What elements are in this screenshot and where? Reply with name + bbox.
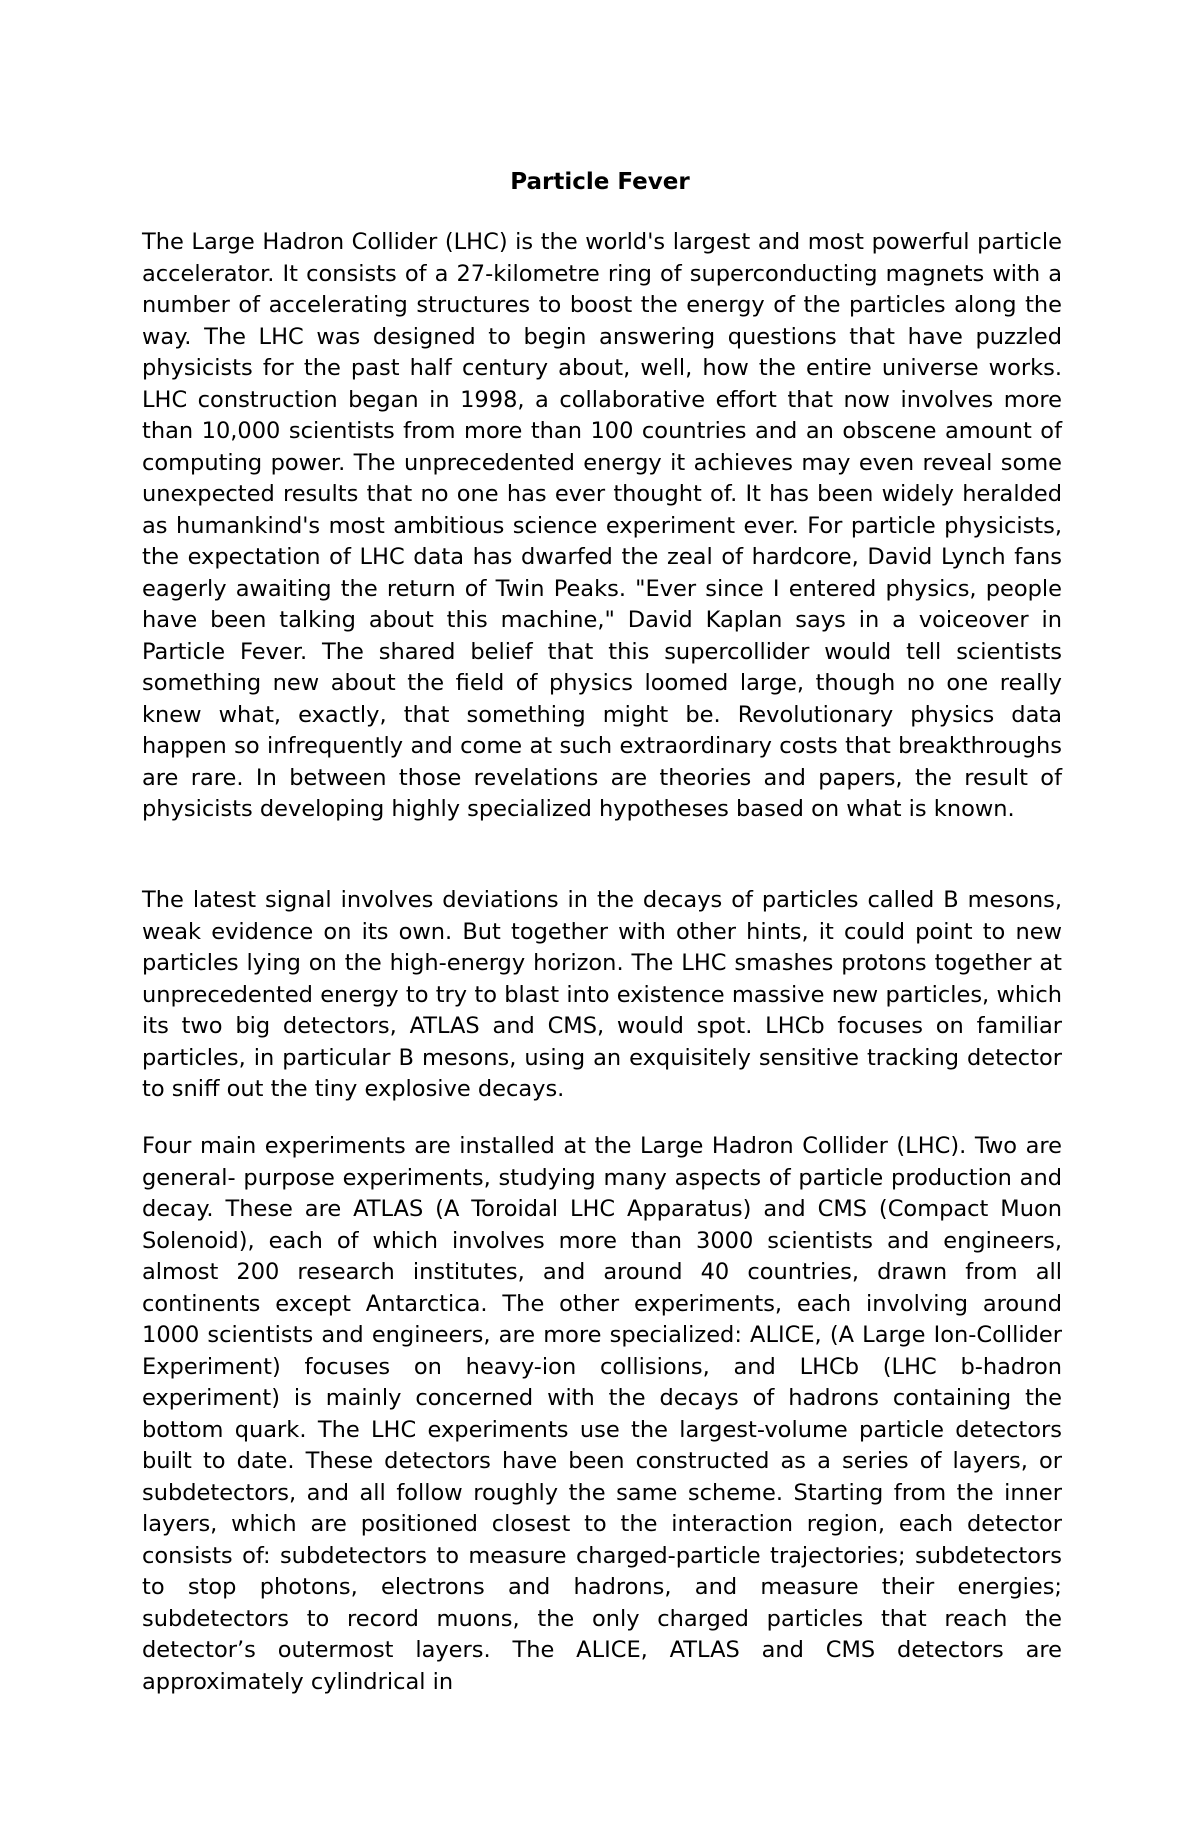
paragraph-lhc-overview: The Large Hadron Collider (LHC) is the world's largest and most powerful particle accelerator. It consists of a 27-kilometre ring of superconducting magnets with a number of accelerating structures to boost the energy of the particles along the way. The LHC was designed to begin answering questions that have puzzled physicists for the past half century about, well, how the entire universe works. LHC construction began in 1998, a collaborative effort that now involves more than 10,000 scientists from more than 100 countries and an obscene amount of computing power. The unprecedented energy it achieves may even reveal some unexpected results that no one has ever thought of. It has been widely heralded as humankind's most ambitious science experiment ever. For particle physicists, the expectation of LHC data has dwarfed the zeal of hardcore, David Lynch fans eagerly awaiting the return of Twin Peaks. "Ever since I entered physics, people have been talking about this machine," David Kaplan says in a voiceover in Particle Fever. The shared belief that this supercollider would tell scientists something new about the field of physics loomed large, though no one really knew what, exactly, that something might be. Revolutionary physics data happen so infrequently and come at such extraordinary costs that breakthroughs are rare. In between those revelations are theories and papers, the result of physicists developing highly specialized hypotheses based on what is known. [142, 229, 1062, 822]
page-title: Particle Fever [510, 169, 690, 195]
paragraph-experiments: Four main experiments are installed at the Large Hadron Collider (LHC). Two are general- purpose experiments, studying many aspects of particle production and decay. These are ATLAS (A Toroidal LHC Apparatus) and CMS (Compact Muon Solenoid), each of which involves more than 3000 scientists and engineers, almost 200 research institutes, and around 40 countries, drawn from all continents except Antarctica. The other experiments, each involving around 1000 scientists and engineers, are more specialized: ALICE, (A Large Ion-Collider Experiment) focuses on heavy-ion collisions, and LHCb (LHC b-hadron experiment) is mainly concerned with the decays of hadrons containing the bottom quark. The LHC experiments use the largest-volume particle detectors built to date. These detectors have been constructed as a series of layers, or subdetectors, and all follow roughly the same scheme. Starting from the inner layers, which are positioned closest to the interaction region, each detector consists of: subdetectors to measure charged-particle trajectories; subdetectors to stop photons, electrons and hadrons, and measure their energies; subdetectors to record muons, the only charged particles that reach the detector’s outermost layers. The ALICE, ATLAS and CMS detectors are approximately cylindrical in [142, 1133, 1062, 1695]
paragraph-b-mesons: The latest signal involves deviations in the decays of particles called B mesons, weak evidence on its own. But together with other hints, it could point to new particles lying on the high-energy horizon. The LHC smashes protons together at unprecedented energy to try to blast into existence massive new particles, which its two big detectors, ATLAS and CMS, would spot. LHCb focuses on familiar particles, in particular B mesons, using an exquisitely sensitive tracking detector to sniff out the tiny explosive decays. [142, 887, 1062, 1102]
